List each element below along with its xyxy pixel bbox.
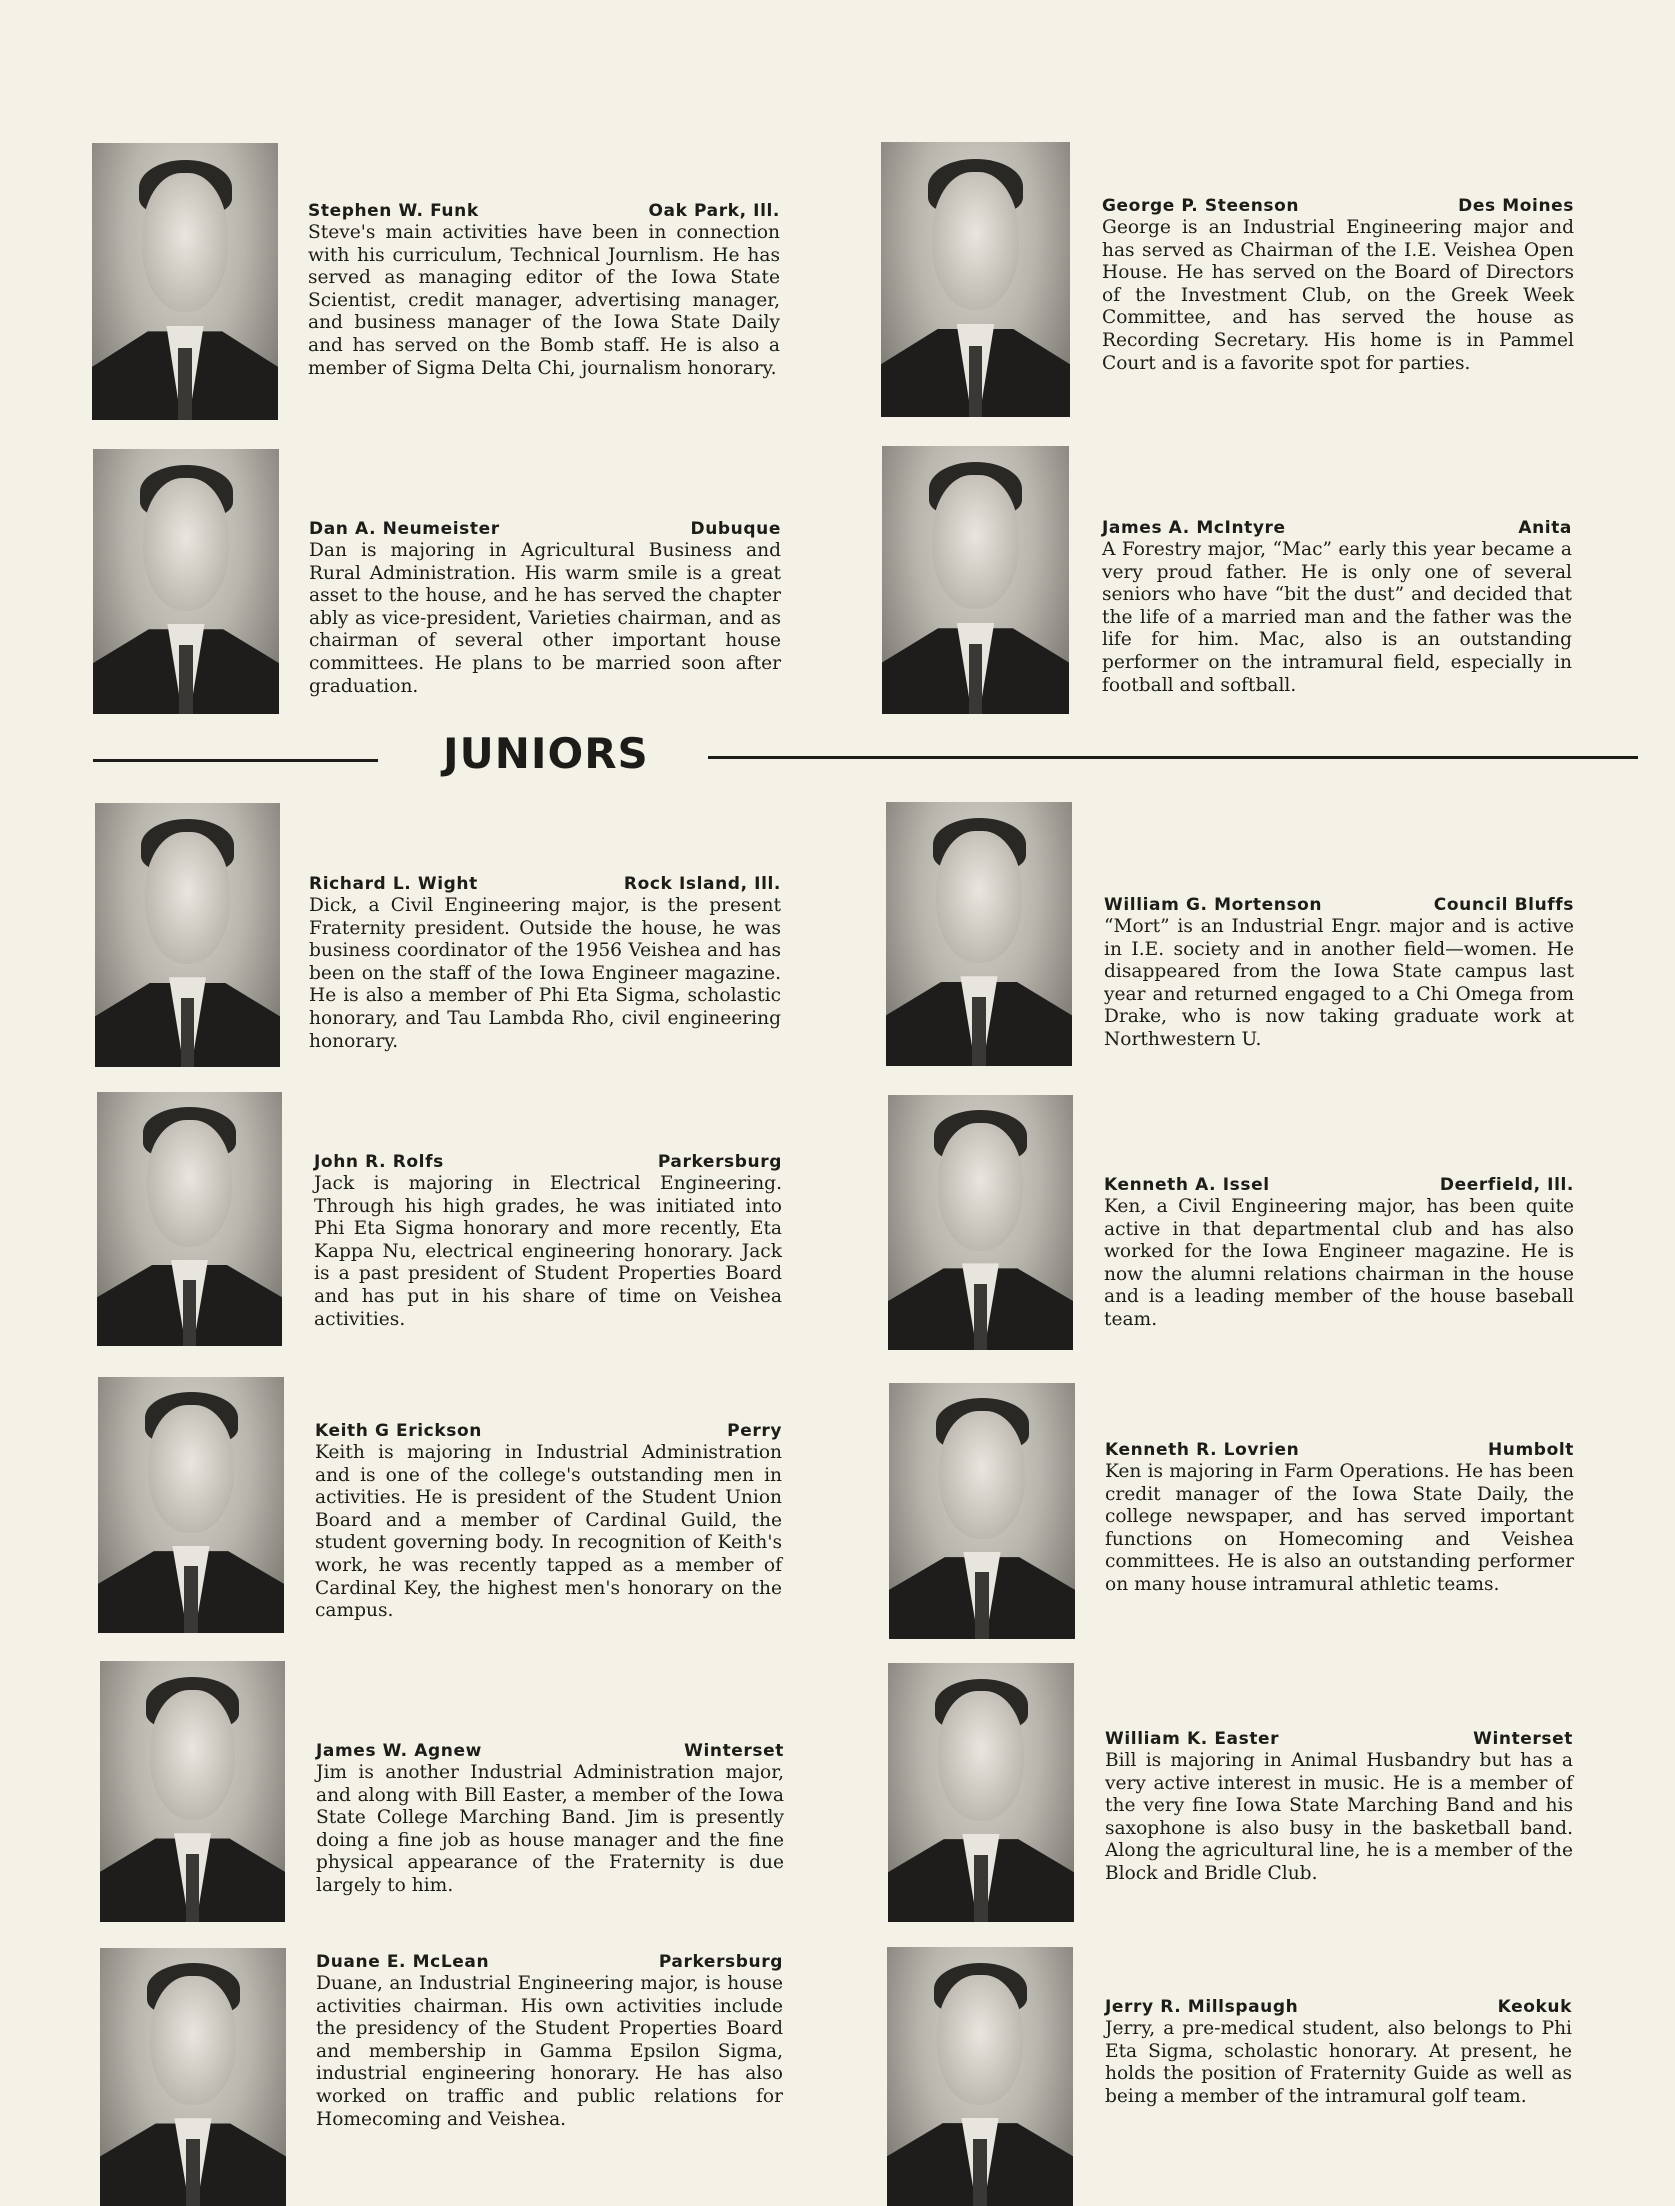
hometown: Winterset xyxy=(1473,1729,1573,1749)
bio-block xyxy=(316,1740,784,1898)
section-rule-right xyxy=(708,756,1638,759)
hometown: Humbolt xyxy=(1487,1440,1574,1460)
member-name: John R. Rolfs xyxy=(314,1152,444,1172)
bio-text: Steve's main activities have been in connection with his curriculum, Technical Journlism. He has served as managing editor of the Iowa State Scientist, credit manager, advertising manager, and business manager of the Iowa State Daily and has served on the Bomb staff. He is also a member of Sigma Delta Chi, journalism honorary. xyxy=(308,222,780,379)
bio-text: Dick, a Civil Engineering major, is the present Fraternity president. Outside the house, he was business coordinator of the 1956 Veishea and has been on the staff of the Iowa Engineer magazine. He is also a member of Phi Eta Sigma, scholastic honorary, and Tau Lambda Rho, civil engineering honorary. xyxy=(309,895,781,1052)
bio-text: Ken, a Civil Engineering major, has been quite active in that departmental club and has also worked for the Iowa Engineer magazine. He is now the alumni relations chairman in the house and is a leading member of the house baseball team. xyxy=(1104,1196,1574,1330)
bio-block xyxy=(1102,517,1572,697)
portrait-photo xyxy=(93,449,279,714)
member-name: Richard L. Wight xyxy=(309,874,478,894)
bio-text: Jerry, a pre-medical student, also belongs to Phi Eta Sigma, scholastic honorary. At present, he holds the position of Fraternity Guide as well as being a member of the intramural golf team. xyxy=(1105,2018,1572,2107)
member-name: James A. McIntyre xyxy=(1102,518,1286,538)
bio-block xyxy=(1102,195,1574,375)
hometown: Deerfield, Ill. xyxy=(1439,1175,1574,1195)
portrait-photo xyxy=(881,142,1070,417)
hometown: Rock Island, Ill. xyxy=(623,874,781,894)
portrait-photo xyxy=(886,802,1072,1066)
portrait-photo xyxy=(100,1661,285,1922)
bio-block xyxy=(316,1951,783,2131)
portrait-photo xyxy=(98,1377,284,1633)
member-name: Kenneth A. Issel xyxy=(1104,1175,1270,1195)
bio-block xyxy=(309,873,781,1053)
bio-text: Jack is majoring in Electrical Engineering. Through his high grades, he was initiated into Phi Eta Sigma honorary and more recently, Eta Kappa Nu, electrical engineering honorary. Jack is a past president of Student Properties Board and has put in his share of time on Veishea activities. xyxy=(314,1173,782,1330)
member-name: George P. Steenson xyxy=(1102,196,1300,216)
bio-block xyxy=(1104,894,1574,1052)
hometown: Perry xyxy=(727,1421,782,1441)
hometown: Parkersburg xyxy=(658,1952,783,1972)
portrait-photo xyxy=(92,143,278,420)
member-name: Dan A. Neumeister xyxy=(309,519,500,539)
hometown: Parkersburg xyxy=(657,1152,782,1172)
member-name: Stephen W. Funk xyxy=(308,201,479,221)
bio-text: Jim is another Industrial Administration major, and along with Bill Easter, a member of the Iowa State College Marching Band. Jim is presently doing a fine job as house manager and the fine physical appearance of the Fraternity is due largely to him. xyxy=(316,1762,784,1896)
bio-block xyxy=(309,518,781,698)
bio-block xyxy=(314,1151,782,1331)
section-title: JUNIORS xyxy=(443,729,649,778)
bio-text: A Forestry major, “Mac” early this year became a very proud father. He is only one of several seniors who have “bit the dust” and decided that the life of a married man and the father was the life for him. Mac, also is an outstanding performer on the intramural field, especially in football and softball. xyxy=(1102,539,1572,696)
hometown: Winterset xyxy=(684,1741,784,1761)
bio-text: Duane, an Industrial Engineering major, is house activities chairman. His own activities include the presidency of the Student Properties Board and membership in Gamma Epsilon Sigma, industrial engineering honorary. He has also worked on traffic and public relations for Homecoming and Veishea. xyxy=(316,1973,783,2130)
portrait-photo xyxy=(95,803,280,1067)
bio-block xyxy=(308,200,780,380)
portrait-photo xyxy=(889,1383,1075,1639)
bio-text: “Mort” is an Industrial Engr. major and is active in I.E. society and in another field—women. He disappeared from the Iowa State campus last year and returned engaged to a Chi Omega from Drake, who is now taking graduate work at Northwestern U. xyxy=(1104,916,1574,1050)
member-name: Keith G Erickson xyxy=(315,1421,482,1441)
hometown: Oak Park, Ill. xyxy=(648,201,780,221)
portrait-photo xyxy=(888,1663,1074,1922)
hometown: Council Bluffs xyxy=(1433,895,1574,915)
portrait-photo xyxy=(882,446,1069,714)
hometown: Keokuk xyxy=(1497,1997,1572,2017)
bio-block xyxy=(1104,1174,1574,1332)
member-name: William G. Mortenson xyxy=(1104,895,1323,915)
portrait-photo xyxy=(100,1948,286,2206)
bio-block xyxy=(315,1420,782,1623)
member-name: William K. Easter xyxy=(1105,1729,1280,1749)
portrait-photo xyxy=(887,1947,1073,2206)
bio-text: Ken is majoring in Farm Operations. He has been credit manager of the Iowa State Daily, the college newspaper, and has served important functions on Homecoming and Veishea committees. He is also an outstanding performer on many house intramural athletic teams. xyxy=(1105,1461,1574,1595)
portrait-photo xyxy=(97,1092,282,1346)
hometown: Anita xyxy=(1518,518,1572,538)
bio-text: Dan is majoring in Agricultural Business and Rural Administration. His warm smile is a great asset to the house, and he has served the chapter ably as vice-president, Varieties chairman, and as chairman of several other important house committees. He plans to be married soon after graduation. xyxy=(309,540,781,697)
bio-block xyxy=(1105,1996,1572,2108)
bio-block xyxy=(1105,1439,1574,1597)
hometown: Des Moines xyxy=(1458,196,1574,216)
bio-text: Keith is majoring in Industrial Administration and is one of the college's outstanding men in activities. He is president of the Student Union Board and a member of Cardinal Guild, the student governing body. In recognition of Keith's work, he was recently tapped as a member of Cardinal Key, the highest men's honorary on the campus. xyxy=(315,1442,782,1622)
member-name: James W. Agnew xyxy=(316,1741,482,1761)
bio-text: Bill is majoring in Animal Husbandry but has a very active interest in music. He is a member of the very fine Iowa State Marching Band and his saxophone is also busy in the basketball band. Along the agricultural line, he is a member of the Block and Bridle Club. xyxy=(1105,1750,1573,1884)
bio-block xyxy=(1105,1728,1573,1886)
member-name: Jerry R. Millspaugh xyxy=(1105,1997,1299,2017)
member-name: Kenneth R. Lovrien xyxy=(1105,1440,1300,1460)
hometown: Dubuque xyxy=(690,519,781,539)
section-rule-left xyxy=(93,759,378,762)
member-name: Duane E. McLean xyxy=(316,1952,490,1972)
bio-text: George is an Industrial Engineering major and has served as Chairman of the I.E. Veishea Open House. He has served on the Board of Directors of the Investment Club, on the Greek Week Committee, and has served the house as Recording Secretary. His home is in Pammel Court and is a favorite spot for parties. xyxy=(1102,217,1574,374)
portrait-photo xyxy=(888,1095,1073,1350)
